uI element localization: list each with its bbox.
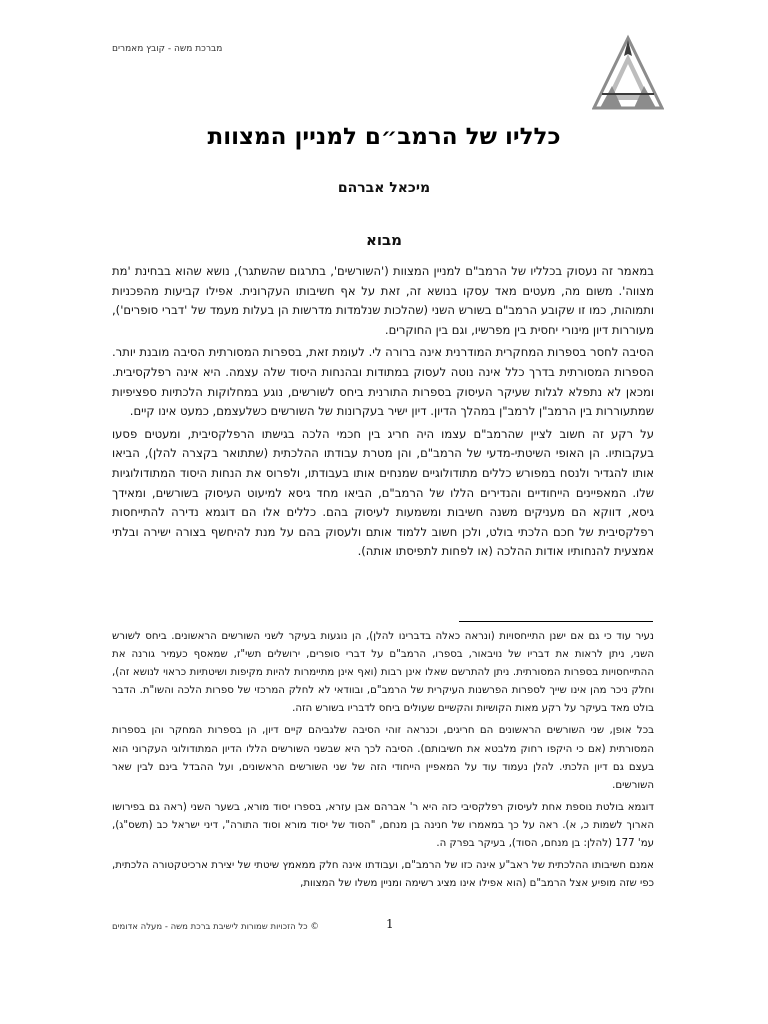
- section-heading: מבוא: [365, 231, 403, 249]
- footnote: נעיר עוד כי גם אם ישנן התייחסויות (ונראה כאלה בדברינו להלן), הן נוגעות בעיקר לשני השורשים הראשונים. ביחס לשורש השני, ניתן לראות את דבריו של נויבאור, בספרו, הרמב"ם על דברי סופרים, ירושלים תשי"ז, שמאסף כעמיר גורנה את ההתייחסויות בספרות המסורתית. ניתן להתרשם שאלו אינן רבות (ואף אינן מתיימרות להיות מקיפות ושיטתיות כראוי לנושא זה), וחלק ניכר מהן אינו שייך לספרות הפרשנות העיקרית של הרמב"ם, ובוודאי לא לחלק המרכזי של ספרות הלכה והשו"ת. הדבר בולט מאד בעיקר על רקע מאות הקושיות והקשיים שעולים ביחס לדבריו בשורש הזה.: [112, 631, 654, 715]
- body-paragraph: על רקע זה חשוב לציין שהרמב"ם עצמו היה חריג בין חכמי הלכה בגישתו הרפלקסיבית, ומעטים פסעו בעקבותיו. הן האופי השיטתי-מדעי של הרמב"ם, והן מטרת עבודתו ההלכתית (שתתואר בקצרה להלן), הביאו אותו להגדיר ולנסח במפורש כללים מתודולוגיים שמנחים אותו בעבודתו, ולפרוס את הנחות היסוד המתודולוגיות שלו. המאפיינים הייחודיים והנדירים הללו של הרמב"ם, הביאו מחד גיסא למיעוט העיסוק בשורשים, ומאידך גיסא, דווקא הם מעניקים משנה חשיבות ומשמעות לעיסוק בהם. כללים אלו הם דוגמא נדירה להתייחסות רפלקסיבית של חכם הלכתי בולט, ולכן חשוב ללמוד אותם ולעסוק בהם על מנת להיחשף בצורה ישירה ובלתי אמצעית להנחותיו אודות ההלכה (או לפחות לתפיסתו אותה).: [112, 426, 654, 559]
- footer-copyright: © כל הזכויות שמורות לישיבת ברכת משה - מעלה אדומים: [112, 922, 319, 932]
- footnote-separator: [459, 621, 653, 622]
- running-header: מברכת משה - קובץ מאמרים: [112, 44, 223, 54]
- footnote: דוגמא בולטת נוספת אחת לעיסוק רפלקסיבי כזה היא ר' אברהם אבן עזרא, בספרו יסוד מורא, בשער השני (ראה גם בפירושו הארוך לשמות כ, א). ראה על כך במאמרו של חנינה בן מנחם, "הסוד של יסוד מורא וסוד התורה", דיני ישראל כב (תשס"ג), עמ' 177 (להלן: בן מנחם, הסוד), בעיקר בפרק ה.: [112, 801, 654, 850]
- footnote: אמנם חשיבותו ההלכתית של ראב"ע אינה כזו של הרמב"ם, ועבודתו אינה חלק ממאמץ שיטתי של יצירת ארכיטקטורה הלכתית, כפי שזה מופיע אצל הרמב"ם (הוא אפילו אינו מציג רשימה ומניין משלו של המצוות,: [112, 860, 654, 890]
- body-paragraph: במאמר זה נעסוק בכלליו של הרמב"ם למניין המצוות ('השורשים', בתרגום שהשתגר), נושא שהוא בבחינת 'מת מצווה'. משום מה, מעטים מאד עסקו בנושא זה, זאת על אף חשיבותו העקרונית. אפילו קביעות מהפכניות ותמוהות, כמו זו שקובע הרמב"ם בשורש השני (שהלכות שנלמדות מדרשות הן בעלות מעמד של 'דברי סופרים'), מעוררות דיון מינורי יחסית בין מפרשיו, וגם בין החוקרים.: [112, 264, 654, 337]
- article-body: [112, 262, 654, 565]
- page-number: 1: [386, 917, 394, 931]
- triangle-tree-logo-icon: [592, 34, 664, 112]
- body-paragraph: הסיבה לחסר בספרות המחקרית המודרנית אינה ברורה לי. לעומת זאת, בספרות המסורתית הסיבה מובנת יותר. הספרות המסורתית בדרך כלל אינה נוטה לעסוק במתודות ובהנחות היסוד שלה עצמה. היא אינה רפלקסיבית. ומכאן לא נתפלא לגלות שעיקר העיסוק בספרות התורנית ביחס לשורשים, נוגע במחלוקות הלכתיות ספציפיות שמתעוררות בין הרמב"ן לרמב"ן במהלך הדיון. דיון ישיר בעקרונות של השורשים כשלעצמם, כמעט אינו קיים.: [112, 345, 654, 419]
- author-name: מיכאל אברהם: [337, 180, 431, 196]
- footnote: בכל אופן, שני השורשים הראשונים הם חריגים, וכנראה זוהי הסיבה שלגביהם קיים דיון, הן בספרות המחקר והן בספרות המסורתית (אם כי היקפו רחוק מלבטא את חשיבותם). הסיבה לכך היא שבשני השורשים הללו הדיון המתודולוגי העקרוני הוא בעצם גם דיון הלכתי. להלן נעמוד עוד על המאפיין הייחודי הזה של שני השורשים הראשונים, ועל ההבדל בינם לבין שאר השורשים.: [112, 725, 654, 791]
- article-title: כלליו של הרמב״ם למניין המצוות: [207, 124, 561, 150]
- footnotes: [112, 628, 654, 897]
